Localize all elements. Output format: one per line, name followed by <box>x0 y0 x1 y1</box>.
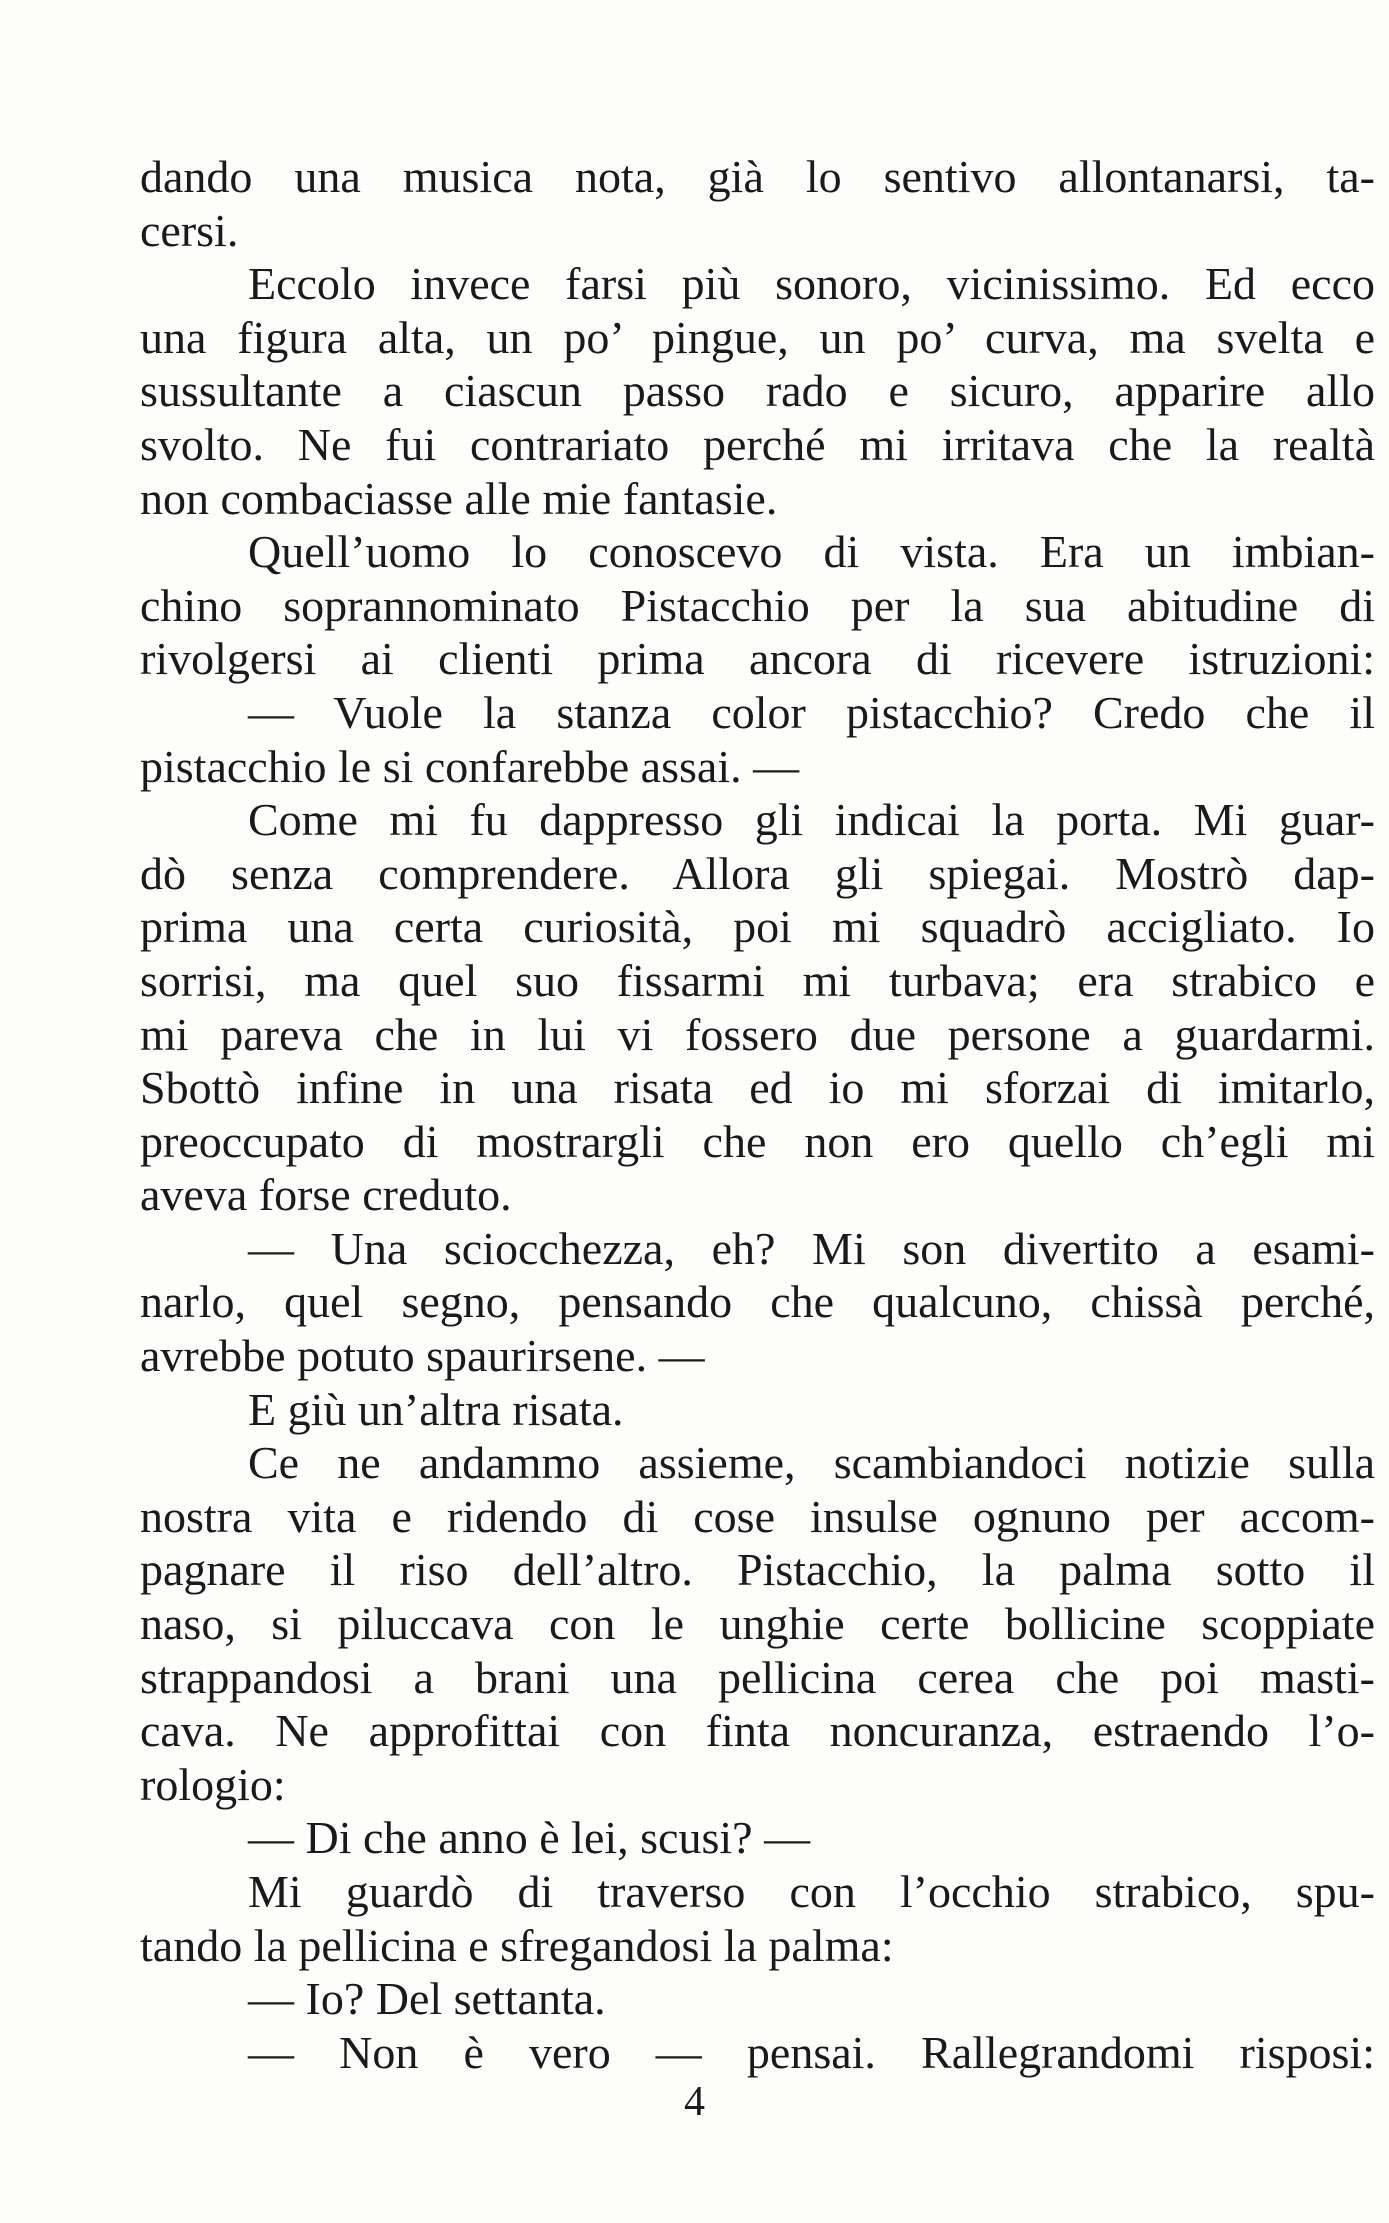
text-line: prima una certa curiosità, poi mi squadrò accigliato. Io <box>140 901 1375 953</box>
text-line: — Io? Del settanta. <box>248 1973 606 2025</box>
text-line: tando la pellicina e sfregandosi la palma: <box>140 1919 894 1971</box>
text-line: nostra vita e ridendo di cose insulse ognuno per accom- <box>140 1490 1375 1542</box>
text-line: cersi. <box>140 204 239 256</box>
page-number: 4 <box>684 2079 705 2125</box>
text-line: una figura alta, un po’ pingue, un po’ curva, ma svelta e <box>140 311 1375 363</box>
text-line: aveva forse creduto. <box>140 1169 512 1221</box>
text-line: Quell’uomo lo conoscevo di vista. Era un imbian- <box>248 526 1375 578</box>
text-line: dando una musica nota, già lo sentivo allontanarsi, ta- <box>140 151 1375 202</box>
text-line: Sbottò infine in una risata ed io mi sforzai di imitarlo, <box>140 1062 1375 1114</box>
text-line: dò senza comprendere. Allora gli spiegai. Mostrò dap- <box>140 847 1375 899</box>
text-line: pistacchio le si confarebbe assai. — <box>140 740 800 792</box>
text-line: Come mi fu dappresso gli indicai la porta. Mi guar- <box>248 794 1375 846</box>
text-line: sorrisi, ma quel suo fissarmi mi turbava; era strabico e <box>140 954 1375 1006</box>
text-line: preoccupato di mostrargli che non ero quello ch’egli mi <box>140 1115 1375 1167</box>
text-line: — Non è vero — pensai. Rallegrandomi risposi: <box>248 2026 1375 2078</box>
text-line: narlo, quel segno, pensando che qualcuno, chissà perché, <box>140 1276 1375 1328</box>
text-line: naso, si piluccava con le unghie certe bollicine scoppiate <box>140 1598 1375 1650</box>
text-line: rivolgersi ai clienti prima ancora di ricevere istruzioni: <box>140 633 1375 685</box>
text-line: avrebbe potuto spaurirsene. — <box>140 1330 705 1382</box>
text-line: sussultante a ciascun passo rado e sicuro, apparire allo <box>140 365 1375 417</box>
text-line: — Di che anno è lei, scusi? — <box>248 1812 811 1864</box>
text-line: non combaciasse alle mie fantasie. <box>140 472 778 524</box>
text-line: E giù un’altra risata. <box>248 1383 624 1435</box>
text-line: strappandosi a brani una pellicina cerea che poi masti- <box>140 1651 1375 1703</box>
text-line: Eccolo invece farsi più sonoro, vicinissimo. Ed ecco <box>248 258 1375 310</box>
text-line: Mi guardò di traverso con l’occhio strabico, spu- <box>248 1866 1375 1917</box>
text-line: cava. Ne approfittai con finta noncuranza, estraendo l’o- <box>140 1705 1375 1757</box>
text-line: svolto. Ne fui contrariato perché mi irritava che la realtà <box>140 418 1375 470</box>
text-line: Ce ne andammo assieme, scambiandoci notizie sulla <box>248 1437 1375 1489</box>
text-line: pagnare il riso dell’altro. Pistacchio, la palma sotto il <box>140 1544 1375 1596</box>
text-line: — Una sciocchezza, eh? Mi son divertito a esami- <box>248 1222 1375 1274</box>
text-line: rologio: <box>140 1758 286 1810</box>
text-line: mi pareva che in lui vi fossero due persone a guardarmi. <box>140 1008 1375 1060</box>
text-line: — Vuole la stanza color pistacchio? Credo che il <box>248 686 1375 738</box>
body-text <box>140 150 1375 2079</box>
text-line: chino soprannominato Pistacchio per la sua abitudine di <box>140 579 1375 631</box>
